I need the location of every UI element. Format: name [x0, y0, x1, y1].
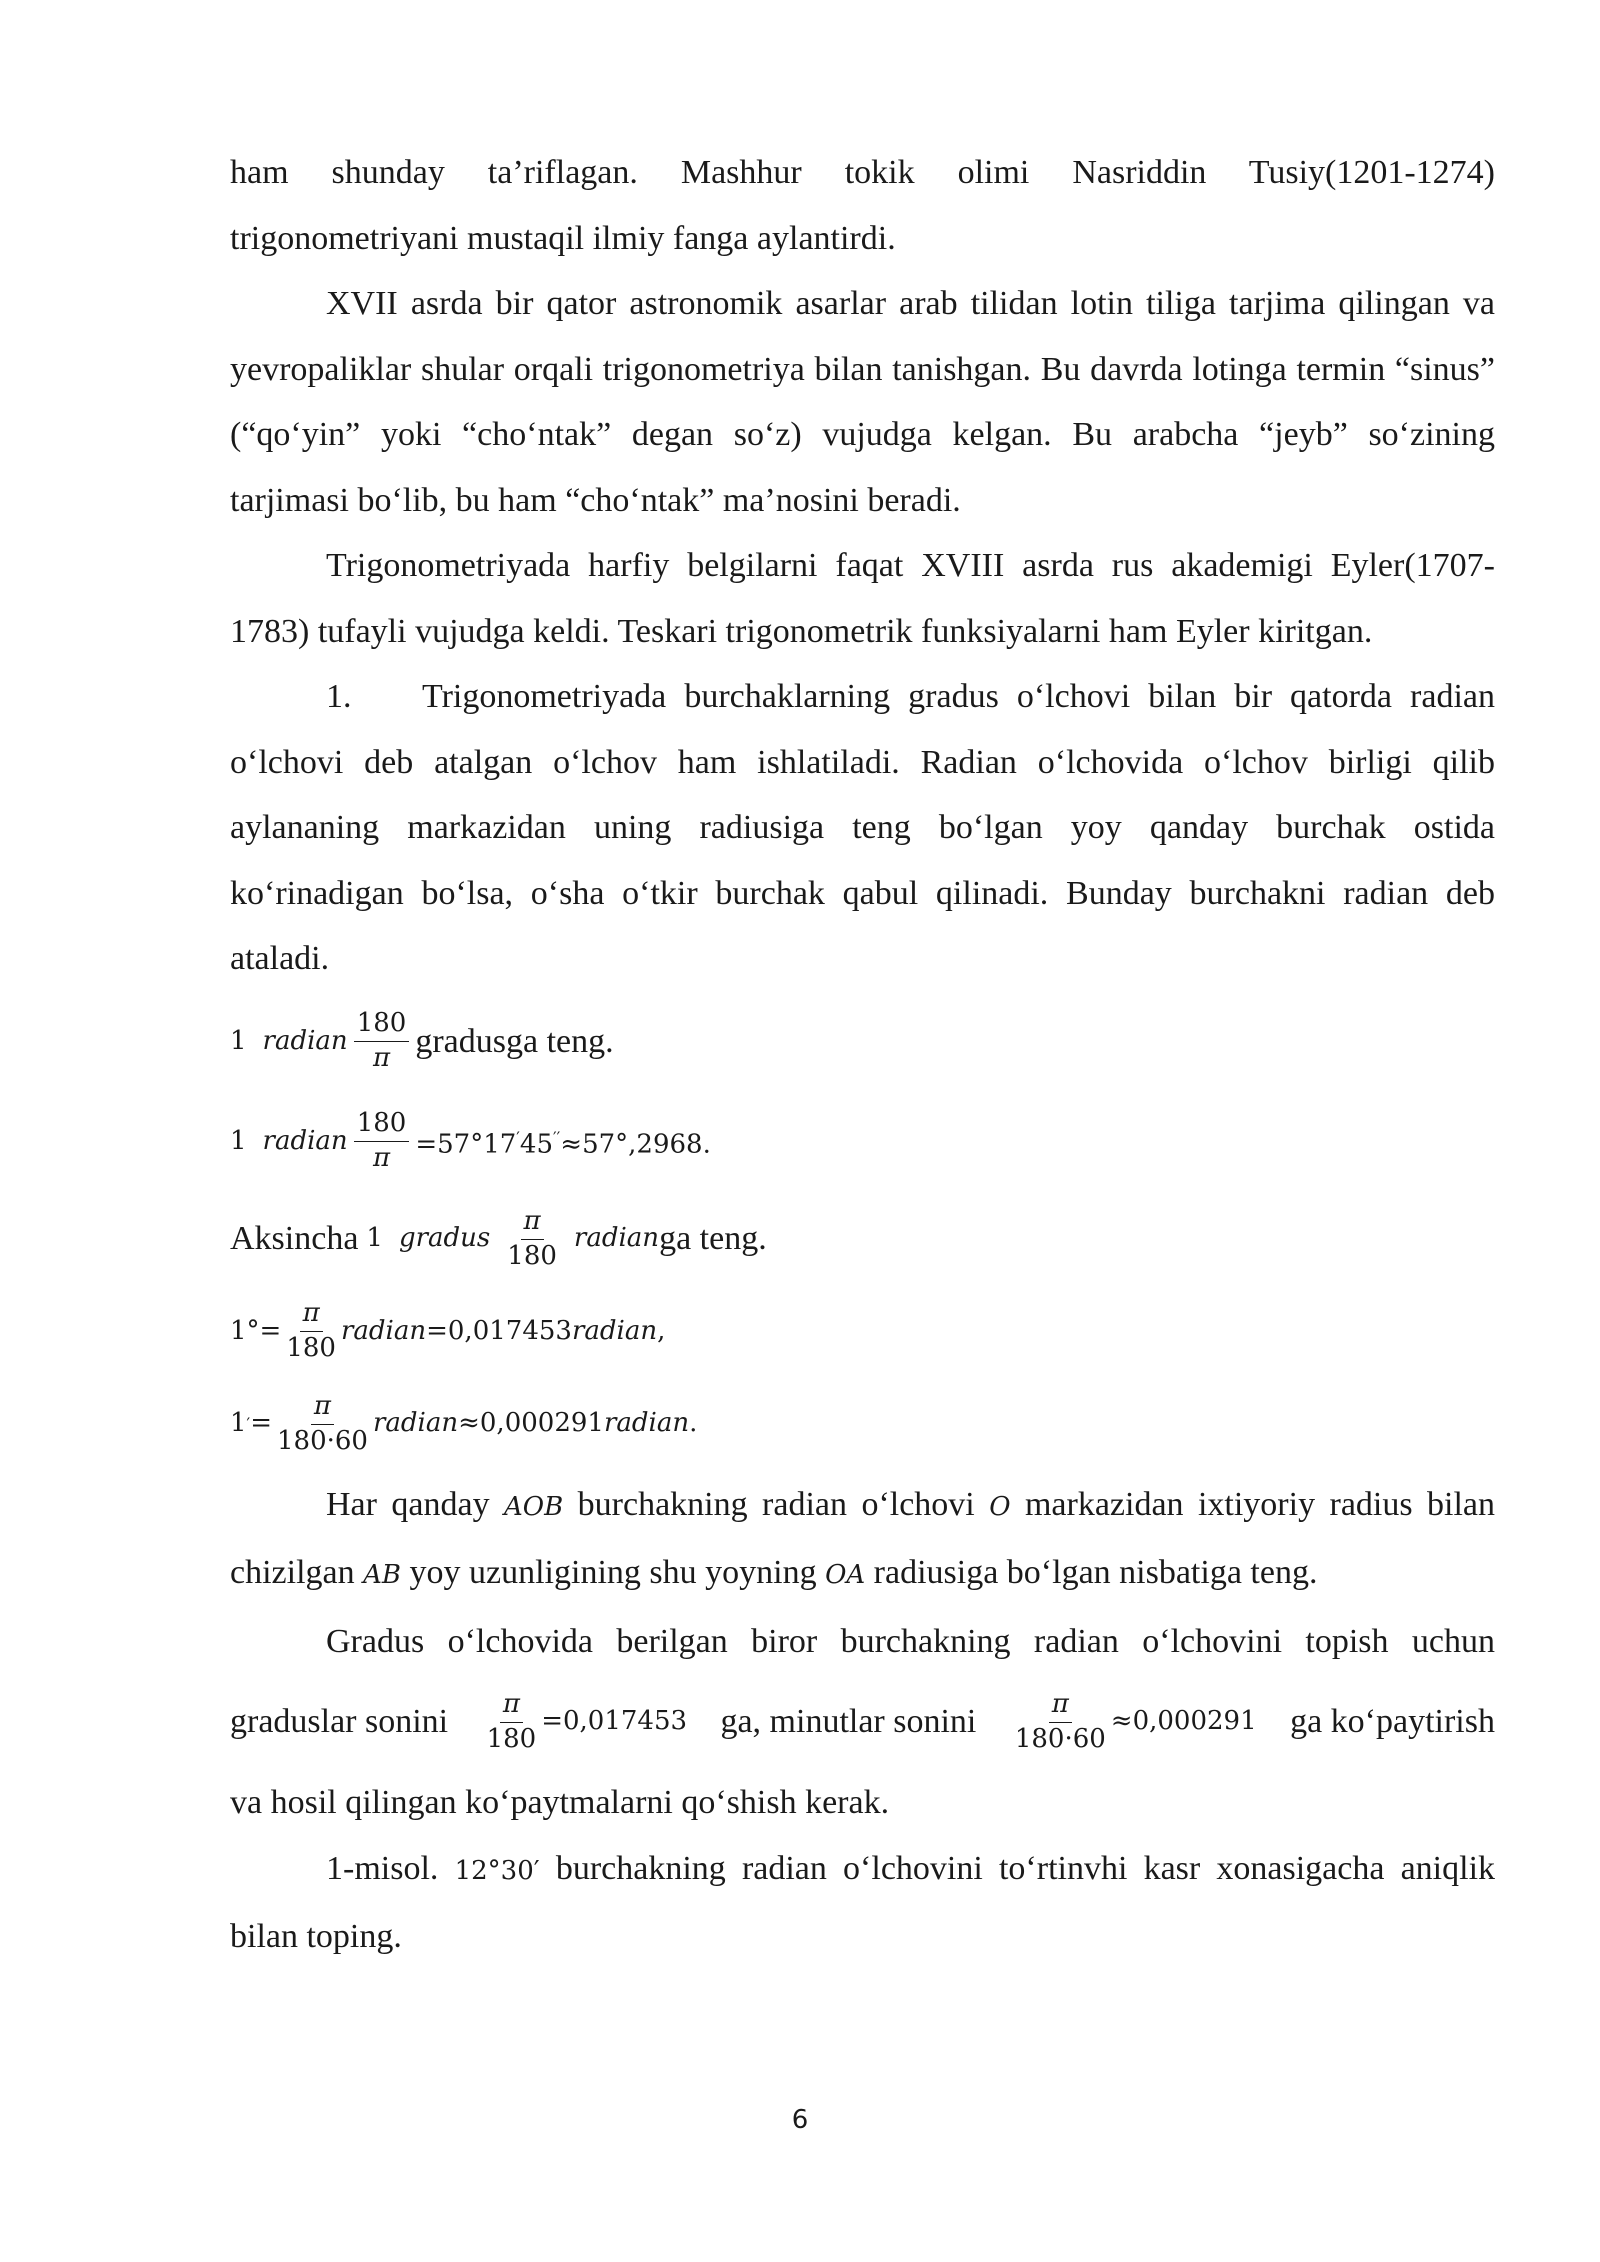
fraction-numerator: π	[500, 1690, 523, 1723]
formula-end: .	[689, 1408, 698, 1439]
fraction-numerator: π	[1049, 1690, 1072, 1723]
example-label: 1-misol.	[326, 1849, 439, 1887]
formula-number: 1	[230, 1125, 247, 1156]
text: yoy uzunligining shu yoyning	[409, 1554, 817, 1591]
fraction-pi-180-60	[1012, 1690, 1109, 1755]
fraction-180-pi	[354, 1009, 410, 1074]
formula-radian-word: radian	[262, 1125, 348, 1156]
paragraph-euler: Trigonometriyada harfiy belgilarni faqat XVIII asrda rus akademigi Eyler(1707-1783) tufayli vujudga keldi. Teskari trigonometrik funksiyalarni ham Eyler kiritgan.	[230, 547, 1495, 650]
formula-lhs: 1	[230, 1408, 247, 1439]
formula-end: ,	[657, 1315, 666, 1346]
math-radius-oa: OA	[825, 1560, 866, 1590]
formula-text: ga teng.	[659, 1220, 767, 1258]
formula-radian-word: radian	[571, 1315, 658, 1346]
formula-radian-word: radian	[340, 1315, 427, 1346]
text: graduslar sonini	[230, 1703, 449, 1741]
paragraph-conversion-line-1: Gradus o‘lchovida berilgan biror burchakning radian o‘lchovini topish uchun	[326, 1622, 1495, 1660]
page-number: 6	[791, 2105, 809, 2135]
paragraph-xvii-century: XVII asrda bir qator astronomik asarlar arab tilidan lotin tiliga tarjima qilingan va yevropaliklar shular orqali trigonometriya bilan tanishgan. Bu davrda lotinga termin “sinus” (“qo‘yin” yoki “cho‘ntak” degan so‘z) vujudga kelgan. Bu arabcha “jeyb” so‘zining tarjimasi bo‘lib, bu ham “cho‘ntak” ma’nosini beradi.	[230, 285, 1495, 519]
formula-gradus-word: gradus	[398, 1223, 491, 1254]
formula-radian-word: radian	[573, 1223, 660, 1254]
formula-radian-degrees	[230, 992, 1495, 1092]
fraction-numerator: π	[521, 1207, 544, 1240]
paragraph-1-line-1: ham shunday ta’riflagan. Mashhur tokik olimi Nasriddin Tusiy(1201-1274)	[230, 154, 1495, 191]
item-number: 1.	[326, 678, 352, 715]
text: Har qanday	[326, 1485, 490, 1523]
formula-value: ≈0,000291	[458, 1408, 604, 1439]
math-value: =0,017453	[541, 1706, 688, 1737]
text: markazidan ixtiyoriy radius bilan chizilgan	[230, 1485, 1496, 1591]
formula-radian-value	[230, 1092, 1495, 1192]
formula-number: 1	[230, 1025, 247, 1056]
text: radiusiga bo‘lgan nisbatiga teng.	[873, 1554, 1318, 1591]
formula-lhs: 1°=	[230, 1315, 282, 1346]
fraction-numerator: π	[311, 1392, 334, 1425]
formula-one-minute	[230, 1377, 1495, 1472]
fraction-denominator: 180·60	[1014, 1723, 1106, 1754]
fraction-pi-180-60	[274, 1392, 371, 1457]
fraction-numerator: 180	[354, 1009, 410, 1042]
fraction-pi-180	[283, 1299, 339, 1364]
formula-value: =57°17′45′′≈57°,2968.	[415, 1127, 711, 1160]
formula-one-degree	[230, 1287, 1495, 1377]
formula-value: =0,017453	[426, 1315, 572, 1346]
text: ga ko‘paytirish	[1290, 1703, 1495, 1741]
text: burchakning radian o‘lchovini to‘rtinvhi kasr xonasigacha aniqlik bilan toping.	[230, 1849, 1496, 1955]
math-arc-ab: AB	[363, 1560, 402, 1590]
numbered-item-1	[230, 664, 1495, 992]
formula-prime: ′	[246, 1414, 251, 1434]
fraction-denominator: π	[372, 1143, 391, 1173]
fraction-denominator: 180	[286, 1333, 336, 1363]
fraction-denominator: 180	[486, 1723, 537, 1754]
fraction-pi-180	[504, 1207, 560, 1272]
formula-radian-word: radian	[372, 1408, 459, 1439]
fraction-numerator: π	[300, 1299, 323, 1332]
paragraph-conversion-line-2	[230, 1674, 1495, 1770]
fraction-denominator: π	[372, 1043, 391, 1073]
math-angle-aob: AOB	[504, 1491, 564, 1522]
item-text: Trigonometriyada burchaklarning gradus o‘lchovi bilan bir qatorda radian o‘lchovi deb atalgan o‘lchov ham ishlatiladi. Radian o‘lchovida o‘lchov birligi qilib aylananing markazidan uning radiusiga teng bo‘lgan yoy qanday burchak ostida ko‘rinadigan bo‘lsa, o‘sha o‘tkir burchak qabul qilinadi. Bunday burchakni radian deb ataladi.	[230, 678, 1495, 977]
math-value: ≈0,000291	[1110, 1706, 1257, 1737]
paragraph-radian-definition	[230, 1472, 1495, 1609]
fraction-numerator: 180	[354, 1109, 410, 1142]
math-angle-value: 12°30′	[454, 1855, 540, 1886]
fraction-denominator: 180·60	[276, 1425, 368, 1456]
formula-radian-word: radian	[262, 1025, 348, 1056]
paragraph-example-1	[230, 1836, 1495, 1970]
paragraph-conversion-line-3: va hosil qilingan ko‘paytmalarni qo‘shish kerak.	[230, 1784, 890, 1821]
fraction-pi-180	[484, 1690, 540, 1755]
formula-lead-text: Aksincha	[230, 1220, 359, 1258]
document-page	[230, 140, 1495, 1970]
text: burchakning radian o‘lchovi	[577, 1485, 975, 1523]
fraction-denominator: 180	[507, 1240, 557, 1271]
formula-equals: =	[250, 1408, 272, 1439]
formula-number: 1	[366, 1223, 383, 1254]
paragraph-1-line-2: trigonometriyani mustaqil ilmiy fanga aylantirdi.	[230, 219, 896, 257]
formula-radian-word: radian	[603, 1408, 690, 1439]
formula-text: gradusga teng.	[415, 1022, 614, 1060]
formula-degree-radian	[230, 1192, 1495, 1287]
text: ga, minutlar sonini	[720, 1703, 977, 1741]
fraction-180-pi	[354, 1109, 410, 1174]
math-point-o: O	[989, 1491, 1011, 1522]
